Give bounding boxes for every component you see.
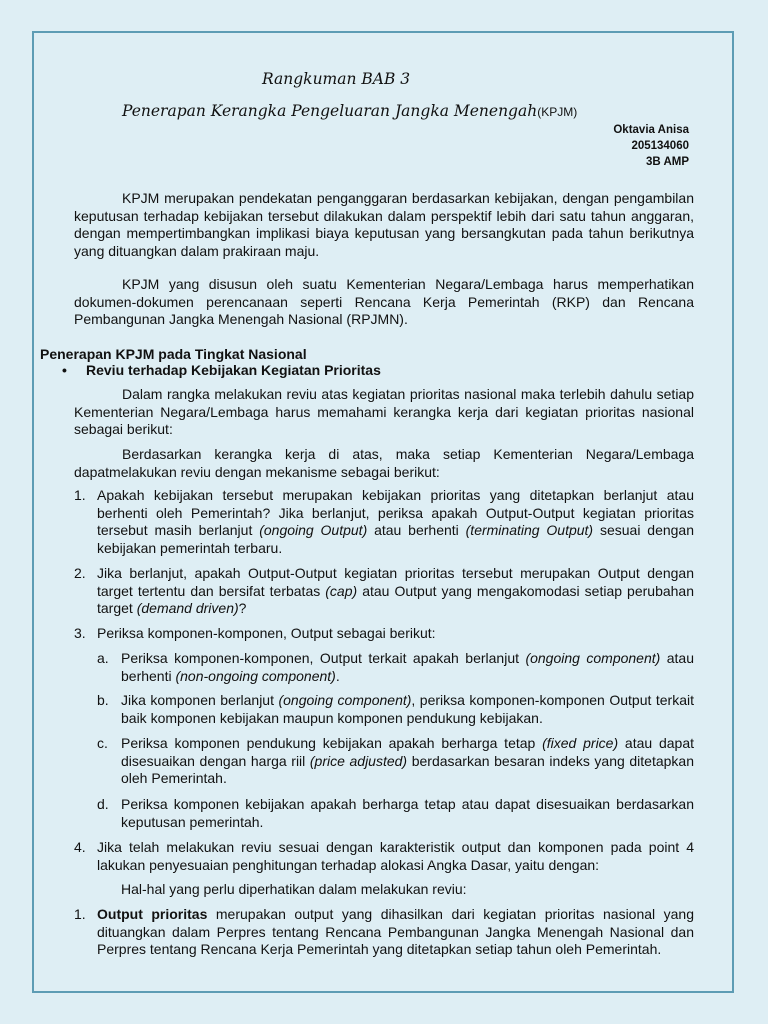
doc-subtitle bbox=[122, 102, 577, 120]
list-marker-3: 3. bbox=[74, 625, 86, 641]
doc-title: Rangkuman BAB 3 bbox=[262, 70, 411, 88]
author-block bbox=[489, 122, 689, 170]
list-marker-4: 4. bbox=[74, 839, 86, 855]
sublist-item-c: Periksa komponen pendukung kebijakan apakah berharga tetap (fixed price) atau dapat disesuaikan dengan harga riil (price adjusted) berdasarkan besaran indeks yang ditetapkan oleh Pemerintah. bbox=[121, 735, 694, 787]
section-heading: Penerapan KPJM pada Tingkat Nasional bbox=[40, 346, 307, 362]
sublist-marker-d: d. bbox=[97, 796, 109, 812]
author-id: 205134060 bbox=[631, 140, 689, 152]
section-paragraph-1: Dalam rangka melakukan reviu atas kegiatan prioritas nasional maka terlebih dahulu setiap Kementerian Negara/Lembaga harus memahami kerangka kerja dari kegiatan prioritas nasional sebagai berikut: bbox=[74, 386, 694, 438]
doc-subtitle-text: Penerapan Kerangka Pengeluaran Jangka Menengah bbox=[122, 102, 538, 120]
sublist-marker-c: c. bbox=[97, 735, 108, 751]
review-notes-intro: Hal-hal yang perlu diperhatikan dalam melakukan reviu: bbox=[121, 881, 467, 897]
author-name: Oktavia Anisa bbox=[613, 124, 689, 136]
bullet-heading: Reviu terhadap Kebijakan Kegiatan Prioritas bbox=[86, 362, 381, 378]
author-class: 3B AMP bbox=[645, 156, 689, 168]
sublist-item-b: Jika komponen berlanjut (ongoing component), periksa komponen-komponen Output terkait baik komponen kebijakan maupun komponen pendukung kebijakan. bbox=[121, 692, 694, 726]
section-paragraph-2: Berdasarkan kerangka kerja di atas, maka setiap Kementerian Negara/Lembaga dapatmelakukan reviu dengan mekanisme sebagai berikut: bbox=[74, 446, 694, 480]
intro-paragraph-1: KPJM merupakan pendekatan penganggaran berdasarkan kebijakan, dengan pengambilan keputusan terhadap kebijakan tersebut dilakukan dalam perspektif lebih dari satu tahun anggaran, dengan mempertimbangkan implikasi biaya keputusan yang bersangkutan pada tahun berikutnya yang dituangkan dalam prakiraan maju. bbox=[74, 190, 694, 259]
list-item-1: Apakah kebijakan tersebut merupakan kebijakan prioritas yang ditetapkan berlanjut atau berhenti oleh Pemerintah? Jika berlanjut, periksa apakah Output-Output kegiatan prioritas tersebut masih berlanjut (ongoing Output) atau berhenti (terminating Output) sesuai dengan kebijakan pemerintah terbaru. bbox=[97, 487, 694, 556]
bullet-marker: • bbox=[62, 362, 67, 378]
intro-paragraph-2: KPJM yang disusun oleh suatu Kementerian Negara/Lembaga harus memperhatikan dokumen-dokumen perencanaan seperti Rencana Kerja Pemerintah (RKP) dan Rencana Pembangunan Jangka Menengah Nasional (RPJMN). bbox=[74, 276, 694, 328]
list-marker-1: 1. bbox=[74, 487, 86, 503]
final-item-1: Output prioritas merupakan output yang dihasilkan dari kegiatan prioritas nasional yang dituangkan dalam Perpres tentang Rencana Pembangunan Jangka Menengah Nasional dan Perpres tentang Rencana Kerja Pemerintah yang ditetapkan setiap tahun oleh Pemerintah. bbox=[97, 906, 695, 958]
sublist-marker-b: b. bbox=[97, 692, 109, 708]
sublist-item-a: Periksa komponen-komponen, Output terkait apakah berlanjut (ongoing component) atau berhenti (non-ongoing component). bbox=[121, 650, 695, 684]
list-item-4: Jika telah melakukan reviu sesuai dengan karakteristik output dan komponen pada point 4 lakukan penyesuaian penghitungan terhadap alokasi Angka Dasar, yaitu dengan: bbox=[97, 839, 694, 873]
sublist-marker-a: a. bbox=[97, 650, 109, 666]
sublist-item-d: Periksa komponen kebijakan apakah berharga tetap atau dapat disesuaikan berdasarkan keputusan pemerintah. bbox=[121, 796, 694, 830]
list-marker-2: 2. bbox=[74, 565, 86, 581]
final-marker-1: 1. bbox=[74, 906, 86, 922]
list-item-2: Jika berlanjut, apakah Output-Output kegiatan prioritas tersebut merupakan Output dengan target tertentu dan bersifat terbatas (cap) atau Output yang mengakomodasi setiap perubahan target (demand driven)? bbox=[97, 565, 694, 617]
list-item-3: Periksa komponen-komponen, Output sebagai berikut: bbox=[97, 625, 436, 641]
doc-subtitle-suffix: (KPJM) bbox=[537, 105, 578, 119]
